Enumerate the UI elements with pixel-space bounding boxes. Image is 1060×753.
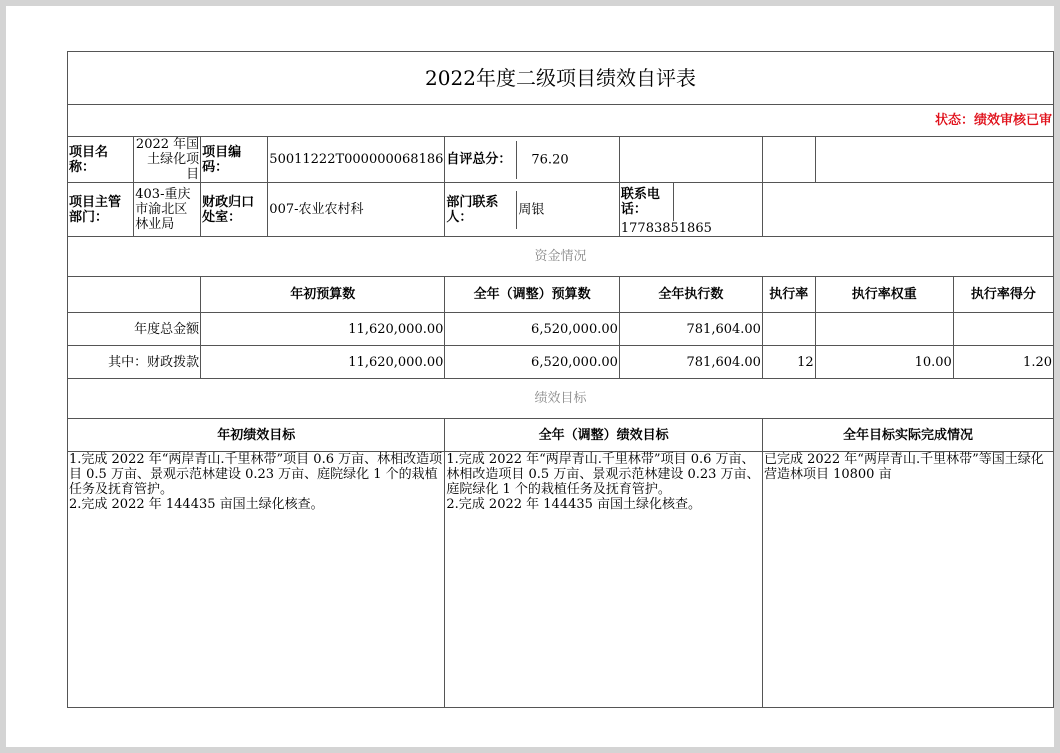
total-amount-label: 年度总金额	[68, 313, 201, 346]
total-executed: 781,604.00	[619, 313, 762, 346]
funds-header-score: 执行率得分	[953, 277, 1053, 313]
funds-header-executed: 全年执行数	[619, 277, 762, 313]
fiscal-rate: 12	[762, 346, 815, 379]
total-rate	[762, 313, 815, 346]
adjusted-goal-2: 2.完成 2022 年 144435 亩国土绿化核查。	[446, 497, 702, 512]
performance-table	[67, 51, 1054, 708]
empty-cell-d	[762, 183, 1053, 237]
self-score-value: 76.20	[531, 152, 569, 167]
status-badge: 状态：绩效审核已审	[68, 105, 1054, 137]
goals-section-title: 绩效目标	[68, 379, 1054, 419]
goals-header-actual: 全年目标实际完成情况	[762, 419, 1053, 452]
goals-header-initial: 年初绩效目标	[68, 419, 445, 452]
phone-cell	[619, 183, 762, 237]
dept-value: 403-重庆市渝北区林业局	[134, 183, 201, 237]
total-weight	[815, 313, 953, 346]
fiscal-label: 其中：财政拨款	[68, 346, 201, 379]
fiscal-executed: 781,604.00	[619, 346, 762, 379]
office-value: 007-农业农村科	[268, 183, 445, 237]
empty-cell-c	[815, 137, 1053, 183]
fiscal-score: 1.20	[953, 346, 1053, 379]
total-score	[953, 313, 1053, 346]
phone-label: 联系电话：	[620, 187, 660, 217]
actual-goal-1: 已完成 2022 年“两岸青山.千里林带”等国土绿化营造林项目 10800 亩	[763, 452, 1044, 482]
goals-header-adjusted: 全年（调整）绩效目标	[445, 419, 763, 452]
self-score-label: 自评总分：	[446, 152, 512, 167]
contact-value: 周银	[518, 202, 545, 217]
project-name-value: 2022 年国土绿化项目	[134, 137, 201, 183]
fiscal-initial: 11,620,000.00	[201, 346, 445, 379]
contact-cell	[445, 183, 620, 237]
report-page	[6, 6, 1054, 747]
adjusted-goals-cell	[445, 452, 763, 708]
score-cell	[445, 137, 620, 183]
project-code-label: 项目编码：	[201, 137, 268, 183]
office-label: 财政归口处室：	[201, 183, 268, 237]
adjusted-goal-1: 1.完成 2022 年“两岸青山.千里林带”项目 0.6 万亩、林相改造项目 0.5 万亩、景观示范林建设 0.23 万亩、庭院绿化 1 个的栽植任务及抚育管护。	[446, 452, 760, 497]
initial-goals-cell	[68, 452, 445, 708]
funds-header-rate: 执行率	[762, 277, 815, 313]
dept-label: 项目主管部门：	[68, 183, 134, 237]
fiscal-weight: 10.00	[815, 346, 953, 379]
actual-goals-cell	[762, 452, 1053, 708]
funds-header-weight: 执行率权重	[815, 277, 953, 313]
phone-value: 17783851865	[620, 221, 712, 236]
fiscal-adjusted: 6,520,000.00	[445, 346, 620, 379]
funds-section-title: 资金情况	[68, 237, 1054, 277]
project-code-value: 50011222T000000068186	[268, 137, 445, 183]
project-name-label: 项目名称：	[68, 137, 134, 183]
initial-goal-2: 2.完成 2022 年 144435 亩国土绿化核查。	[69, 497, 324, 512]
funds-header-initial: 年初预算数	[201, 277, 445, 313]
contact-label: 部门联系人：	[446, 194, 499, 225]
total-initial: 11,620,000.00	[201, 313, 445, 346]
empty-cell-a	[619, 137, 762, 183]
funds-header-adjusted: 全年（调整）预算数	[445, 277, 620, 313]
funds-header-blank	[68, 277, 201, 313]
total-adjusted: 6,520,000.00	[445, 313, 620, 346]
page-title: 2022年度二级项目绩效自评表	[68, 52, 1054, 105]
empty-cell-b	[762, 137, 815, 183]
initial-goal-1: 1.完成 2022 年“两岸青山.千里林带”项目 0.6 万亩、林相改造项目 0.5 万亩、景观示范林建设 0.23 万亩、庭院绿化 1 个的栽植任务及抚育管护。	[69, 452, 443, 497]
